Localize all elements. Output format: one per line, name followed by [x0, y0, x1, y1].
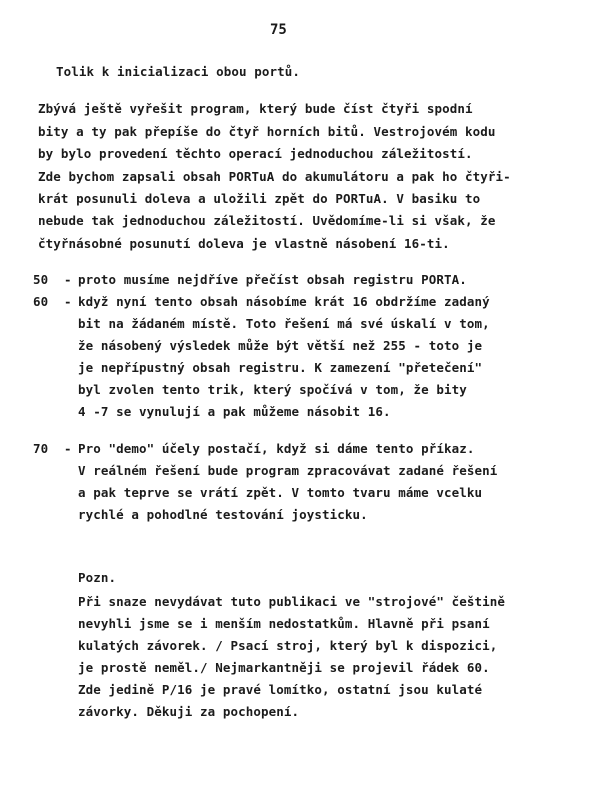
note-title: Pozn. — [78, 570, 117, 585]
section-heading: Tolik k inicializaci obou portů. — [56, 64, 301, 79]
item-dash: - — [64, 272, 72, 287]
line-number-50: 50 — [33, 272, 49, 287]
item-70-line: rychlé a pohodlné testování joysticku. — [78, 507, 368, 522]
item-60-line: bit na žádaném místě. Toto řešení má své úskalí v tom, — [78, 316, 490, 331]
item-60-line: když nyní tento obsah násobíme krát 16 obdržíme zadaný — [78, 294, 490, 309]
note-line: kulatých závorek. / Psací stroj, který byl k dispozici, — [78, 638, 498, 653]
item-dash: - — [64, 441, 72, 456]
item-60-line: byl zvolen tento trik, který spočívá v tom, že bity — [78, 382, 467, 397]
note-line: je prostě neměl./ Nejmarkantněji se projevil řádek 60. — [78, 660, 490, 675]
paragraph-line: nebude tak jednoduchou záležitostí. Uvědomíme-li si však, že — [38, 213, 496, 228]
item-60-line: že násobený výsledek může být větší než 255 - toto je — [78, 338, 483, 353]
item-70-line: V reálném řešení bude program zpracovávat zadané řešení — [78, 463, 498, 478]
page-number: 75 — [270, 22, 287, 38]
item-70-line: Pro "demo" účely postačí, když si dáme tento příkaz. — [78, 441, 475, 456]
item-60-line: 4 -7 se vynulují a pak můžeme násobit 16. — [78, 404, 391, 419]
item-dash: - — [64, 294, 72, 309]
paragraph-line: Zde bychom zapsali obsah PORTuA do akumulátoru a pak ho čtyři- — [38, 169, 511, 184]
line-number-60: 60 — [33, 294, 49, 309]
note-line: Zde jedině P/16 je pravé lomítko, ostatní jsou kulaté — [78, 682, 483, 697]
note-line: Při snaze nevydávat tuto publikaci ve "strojové" češtině — [78, 594, 506, 609]
item-70-line: a pak teprve se vrátí zpět. V tomto tvaru máme vcelku — [78, 485, 483, 500]
paragraph-line: by bylo provedení těchto operací jednoduchou záležitostí. — [38, 146, 473, 161]
paragraph-line: krát posunuli doleva a uložili zpět do PORTuA. V basiku to — [38, 191, 481, 206]
item-50-line: proto musíme nejdříve přečíst obsah registru PORTA. — [78, 272, 467, 287]
paragraph-line: Zbývá ještě vyřešit program, který bude číst čtyři spodní — [38, 101, 473, 116]
line-number-70: 70 — [33, 441, 49, 456]
item-60-line: je nepřípustný obsah registru. K zamezení "přetečení" — [78, 360, 483, 375]
paragraph-line: bity a ty pak přepíše do čtyř horních bitů. Vestrojovém kodu — [38, 124, 496, 139]
note-line: nevyhli jsme se i menším nedostatkům. Hlavně při psaní — [78, 616, 490, 631]
paragraph-line: čtyřnásobné posunutí doleva je vlastně násobení 16-ti. — [38, 236, 450, 251]
note-line: závorky. Děkuji za pochopení. — [78, 704, 300, 719]
